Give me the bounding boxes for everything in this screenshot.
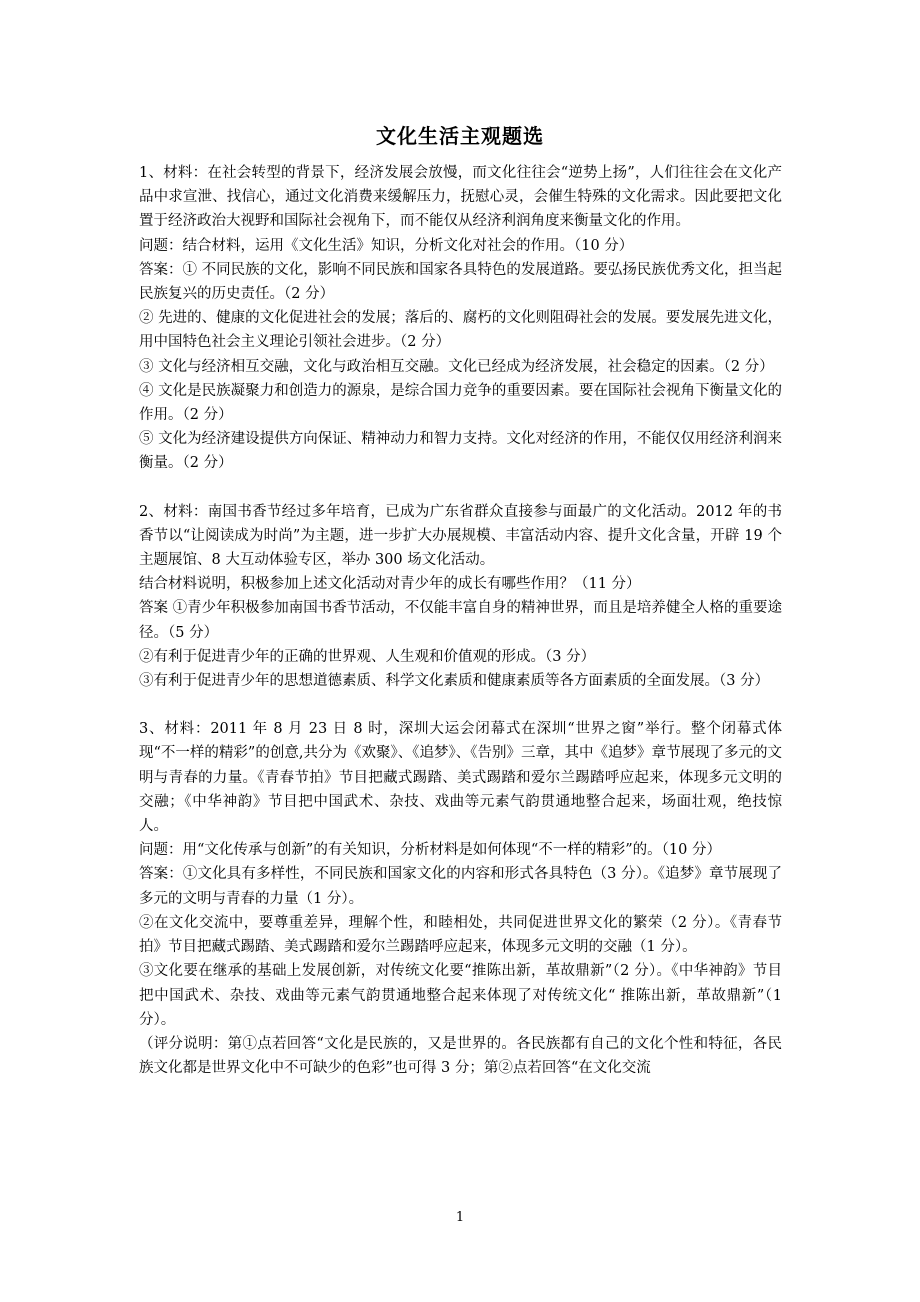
q2-answer-1: 答案 ①青少年积极参加南国书香节活动，不仅能丰富自身的精神世界，而且是培养健全人格的重要途径。（5 分） (139, 600, 782, 641)
q3-scoring-note: （评分说明：第①点若回答“文化是民族的，又是世界的。各民族都有自己的文化个性和特征，各民族文化都是世界文化中不可缺少的色彩”也可得 3 分；第②点若回答“在文化交流 (139, 1035, 782, 1077)
q1-answer-4: ④ 文化是民族凝聚力和创造力的源泉，是综合国力竞争的重要因素。要在国际社会视角下衡量文化的作用。（2 分） (139, 382, 782, 424)
q3-answer-1: 答案：①文化具有多样性，不同民族和国家文化的内容和形式各具特色（3 分）。《追梦》章节展现了多元的文明与青春的力量（1 分）。 (139, 866, 782, 907)
page-title: 文化生活主观题选 (376, 124, 544, 148)
section-gap (139, 476, 782, 500)
document-body (139, 161, 782, 1080)
q1-answer-3: ③ 文化与经济相互交融，文化与政治相互交融。文化已经成为经济发展，社会稳定的因素。（2 分） (139, 358, 774, 375)
q2-material: 2、材料：南国书香节经过多年培育，已成为广东省群众直接参与面最广的文化活动。2012 年的书香节以“让阅读成为时尚”为主题，进一步扩大办展规模、丰富活动内容、提升文化含量，开辟 19 个主题展馆、8 大互动体验专区，举办 300 场文化活动。 (139, 503, 782, 569)
q3-question: 问题：用“文化传承与创新”的有关知识，分析材料是如何体现“不一样的精彩”的。（10 分） (139, 842, 721, 859)
q3-material: 3、材料：2011 年 8 月 23 日 8 时，深圳大运会闭幕式在深圳“世界之窗”举行。整个闭幕式体现“不一样的精彩”的创意,共分为《欢聚》、《追梦》、《告别》三章，其中《追梦》章节展现了多元的文明与青春的力量。《青春节拍》节目把藏式踢踏、美式踢踏和爱尔兰踢踏呼应起来，体现多元文明的交融；《中华神韵》节目把中国武术、杂技、戏曲等元素气韵贯通地整合起来，场面壮观，绝技惊人。 (139, 721, 782, 835)
q2-answer-3: ③有利于促进青少年的思想道德素质、科学文化素质和健康素质等各方面素质的全面发展。（3 分） (139, 673, 770, 690)
q1-question: 问题：结合材料，运用《文化生活》知识，分析文化对社会的作用。（10 分） (139, 237, 634, 254)
q1-answer-5: ⑤ 文化为经济建设提供方向保证、精神动力和智力支持。文化对经济的作用，不能仅仅用经济利润来衡量。（2 分） (139, 431, 782, 472)
page-number: 1 (455, 1210, 465, 1225)
q2-answer-2: ②有利于促进青少年的正确的世界观、人生观和价值观的形成。（3 分） (139, 648, 596, 665)
q1-material: 1、材料：在社会转型的背景下，经济发展会放慢，而文化往往会“逆势上扬”，人们往往会在文化产品中求宣泄、找信心，通过文化消费来缓解压力，抚慰心灵，会催生特殊的文化需求。因此要把文化置于经济政治大视野和国际社会视角下，而不能仅从经济利润角度来衡量文化的作用。 (139, 165, 782, 230)
q3-answer-2: ②在文化交流中，要尊重差异，理解个性，和睦相处，共同促进世界文化的繁荣（2 分）。《青春节拍》节目把藏式踢踏、美式踢踏和爱尔兰踢踏呼应起来，体现多元文明的交融（1 分）。 (139, 914, 782, 956)
section-gap (139, 693, 782, 717)
q1-answer-2: ② 先进的、健康的文化促进社会的发展；落后的、腐朽的文化则阻碍社会的发展。要发展先进文化，用中国特色社会主义理论引领社会进步。（2 分） (139, 310, 782, 351)
q3-answer-3: ③文化要在继承的基础上发展创新，对传统文化要“推陈出新，革故鼎新”（2 分）。《中华神韵》节目把中国武术、杂技、戏曲等元素气韵贯通地整合起来体现了对传统文化“ 推陈出新，革故鼎新”（1 分）。 (139, 963, 782, 1028)
q1-answer-1: 答案：① 不同民族的文化，影响不同民族和国家各具特色的发展道路。要弘扬民族优秀文化，担当起民族复兴的历史责任。（2 分） (139, 261, 782, 303)
q2-question: 结合材料说明，积极参加上述文化活动对青少年的成长有哪些作用？（11 分） (139, 576, 641, 593)
